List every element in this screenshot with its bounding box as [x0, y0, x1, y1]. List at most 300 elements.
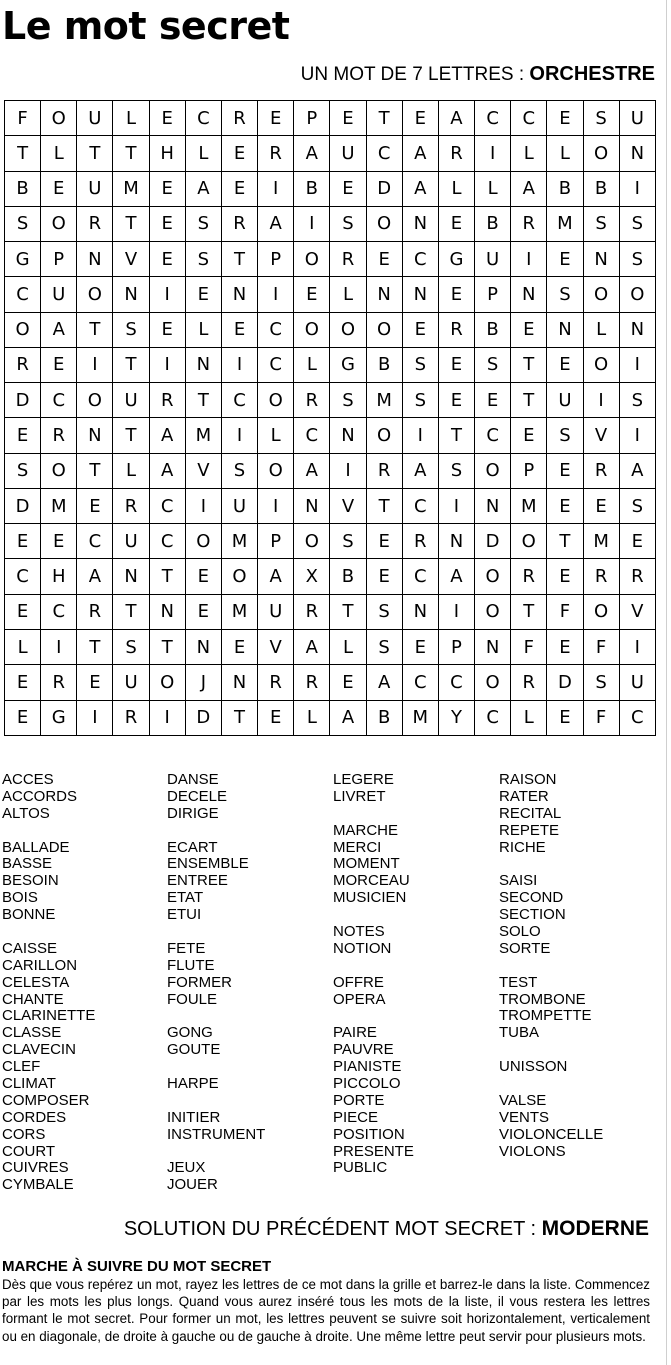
grid-cell[interactable]: U [475, 242, 511, 277]
word-list-item[interactable]: CELESTA [2, 973, 70, 991]
grid-cell[interactable]: M [185, 418, 221, 453]
grid-cell[interactable]: F [583, 629, 619, 664]
grid-cell[interactable]: R [366, 453, 402, 488]
grid-cell[interactable]: V [330, 488, 366, 523]
grid-cell[interactable]: I [149, 347, 185, 382]
grid-cell[interactable]: U [619, 665, 655, 700]
grid-cell[interactable]: V [258, 629, 294, 664]
grid-cell[interactable]: T [77, 629, 113, 664]
word-list-item[interactable]: JOUER [167, 1176, 218, 1194]
grid-cell[interactable]: F [5, 101, 41, 136]
grid-cell[interactable]: Y [438, 700, 474, 735]
grid-cell[interactable]: S [475, 347, 511, 382]
grid-cell[interactable]: E [547, 242, 583, 277]
grid-cell[interactable]: R [221, 101, 257, 136]
grid-cell[interactable]: T [221, 242, 257, 277]
grid-cell[interactable]: C [41, 383, 77, 418]
grid-cell[interactable]: T [5, 136, 41, 171]
grid-cell[interactable]: T [366, 101, 402, 136]
word-list-item[interactable]: FLUTE [167, 956, 215, 974]
grid-cell[interactable]: D [185, 700, 221, 735]
word-list-item[interactable]: CLAVECIN [2, 1041, 76, 1059]
grid-cell[interactable]: C [619, 700, 655, 735]
word-list-item[interactable]: NOTION [333, 939, 392, 957]
word-list-item[interactable]: BALLADE [2, 838, 70, 856]
word-list-item[interactable]: RATER [499, 787, 549, 805]
grid-cell[interactable]: L [438, 171, 474, 206]
grid-cell[interactable]: M [41, 488, 77, 523]
grid-cell[interactable]: N [619, 312, 655, 347]
grid-cell[interactable]: L [475, 171, 511, 206]
grid-cell[interactable]: S [583, 665, 619, 700]
word-list-item[interactable]: RECITAL [499, 804, 562, 822]
grid-cell[interactable]: O [41, 101, 77, 136]
grid-cell[interactable]: R [511, 665, 547, 700]
word-list-item[interactable]: FORMER [167, 973, 232, 991]
grid-cell[interactable]: C [221, 383, 257, 418]
word-list-item[interactable]: RAISON [499, 771, 557, 788]
grid-cell[interactable]: S [221, 453, 257, 488]
grid-cell[interactable]: E [41, 524, 77, 559]
word-list-item[interactable]: BASSE [2, 855, 53, 873]
grid-cell[interactable]: C [511, 101, 547, 136]
grid-cell[interactable]: E [221, 629, 257, 664]
word-list-item[interactable]: CAISSE [2, 939, 58, 957]
word-list-item[interactable]: LEGERE [333, 771, 394, 788]
grid-cell[interactable]: O [583, 347, 619, 382]
grid-cell[interactable]: L [511, 136, 547, 171]
grid-cell[interactable]: T [77, 312, 113, 347]
grid-cell[interactable]: A [41, 312, 77, 347]
grid-cell[interactable]: P [294, 101, 330, 136]
grid-cell[interactable]: I [619, 347, 655, 382]
grid-cell[interactable]: E [547, 453, 583, 488]
word-list-item[interactable]: MORCEAU [333, 872, 410, 890]
grid-cell[interactable]: E [149, 206, 185, 241]
word-list-item[interactable]: INSTRUMENT [167, 1125, 266, 1143]
grid-cell[interactable]: V [113, 242, 149, 277]
grid-cell[interactable]: M [221, 594, 257, 629]
grid-cell[interactable]: I [475, 136, 511, 171]
grid-cell[interactable]: A [77, 559, 113, 594]
grid-cell[interactable]: C [402, 242, 438, 277]
grid-cell[interactable]: T [547, 524, 583, 559]
word-list-item[interactable]: PUBLIC [333, 1159, 388, 1177]
grid-cell[interactable]: N [185, 629, 221, 664]
grid-cell[interactable]: C [402, 559, 438, 594]
grid-cell[interactable]: I [185, 488, 221, 523]
grid-cell[interactable]: V [619, 594, 655, 629]
grid-cell[interactable]: C [77, 524, 113, 559]
grid-cell[interactable]: R [583, 559, 619, 594]
grid-cell[interactable]: B [547, 171, 583, 206]
grid-cell[interactable]: O [5, 312, 41, 347]
grid-cell[interactable]: R [294, 594, 330, 629]
word-list-item[interactable]: SORTE [499, 939, 551, 957]
grid-cell[interactable]: O [330, 312, 366, 347]
grid-cell[interactable]: O [366, 312, 402, 347]
grid-cell[interactable]: O [77, 383, 113, 418]
grid-cell[interactable]: C [475, 418, 511, 453]
grid-cell[interactable]: E [185, 559, 221, 594]
word-list-item[interactable]: CORDES [2, 1108, 67, 1126]
grid-cell[interactable]: S [619, 488, 655, 523]
grid-cell[interactable]: O [294, 312, 330, 347]
grid-cell[interactable]: O [41, 453, 77, 488]
grid-cell[interactable]: I [438, 594, 474, 629]
grid-cell[interactable]: E [5, 524, 41, 559]
grid-cell[interactable]: B [5, 171, 41, 206]
grid-cell[interactable]: L [547, 136, 583, 171]
grid-cell[interactable]: E [149, 242, 185, 277]
grid-cell[interactable]: C [475, 700, 511, 735]
grid-cell[interactable]: E [5, 594, 41, 629]
word-list-item[interactable]: OFFRE [333, 973, 384, 991]
word-list-item[interactable]: BOIS [2, 889, 38, 907]
grid-cell[interactable]: F [511, 629, 547, 664]
grid-cell[interactable]: R [258, 136, 294, 171]
grid-cell[interactable]: E [221, 312, 257, 347]
grid-cell[interactable]: T [511, 383, 547, 418]
word-list-item[interactable]: UNISSON [499, 1058, 568, 1076]
grid-cell[interactable]: E [5, 418, 41, 453]
word-list-item[interactable]: CARILLON [2, 956, 78, 974]
grid-cell[interactable]: S [547, 418, 583, 453]
grid-cell[interactable]: O [511, 524, 547, 559]
grid-cell[interactable]: A [366, 665, 402, 700]
grid-cell[interactable]: T [113, 418, 149, 453]
grid-cell[interactable]: O [221, 559, 257, 594]
grid-cell[interactable]: C [475, 101, 511, 136]
grid-cell[interactable]: O [583, 136, 619, 171]
grid-cell[interactable]: S [366, 594, 402, 629]
grid-cell[interactable]: R [402, 524, 438, 559]
grid-cell[interactable]: T [77, 136, 113, 171]
grid-cell[interactable]: T [366, 488, 402, 523]
grid-cell[interactable]: S [438, 453, 474, 488]
word-list-item[interactable]: PORTE [333, 1091, 385, 1109]
grid-cell[interactable]: F [547, 594, 583, 629]
word-list-item[interactable]: TUBA [499, 1024, 540, 1042]
grid-cell[interactable]: E [402, 101, 438, 136]
grid-cell[interactable]: M [113, 171, 149, 206]
grid-cell[interactable]: C [258, 312, 294, 347]
grid-cell[interactable]: A [258, 559, 294, 594]
word-list-item[interactable]: ETUI [167, 906, 202, 924]
grid-cell[interactable]: E [583, 488, 619, 523]
grid-cell[interactable]: E [547, 629, 583, 664]
grid-cell[interactable]: E [294, 277, 330, 312]
grid-cell[interactable]: T [113, 206, 149, 241]
grid-cell[interactable]: E [402, 629, 438, 664]
grid-cell[interactable]: U [547, 383, 583, 418]
grid-cell[interactable]: N [475, 629, 511, 664]
grid-cell[interactable]: L [330, 629, 366, 664]
grid-cell[interactable]: S [185, 206, 221, 241]
grid-cell[interactable]: C [5, 277, 41, 312]
grid-cell[interactable]: A [402, 171, 438, 206]
grid-cell[interactable]: A [619, 453, 655, 488]
grid-cell[interactable]: E [5, 700, 41, 735]
grid-cell[interactable]: E [438, 206, 474, 241]
grid-cell[interactable]: P [41, 242, 77, 277]
grid-cell[interactable]: E [330, 171, 366, 206]
grid-cell[interactable]: E [366, 524, 402, 559]
grid-cell[interactable]: T [149, 629, 185, 664]
grid-cell[interactable]: D [5, 383, 41, 418]
word-list-item[interactable]: NOTES [333, 923, 385, 941]
grid-cell[interactable]: E [438, 347, 474, 382]
grid-cell[interactable]: R [221, 206, 257, 241]
grid-cell[interactable]: O [619, 277, 655, 312]
grid-cell[interactable]: L [5, 629, 41, 664]
word-list-item[interactable]: DECELE [167, 787, 228, 805]
grid-cell[interactable]: E [77, 665, 113, 700]
grid-cell[interactable]: F [583, 700, 619, 735]
grid-cell[interactable]: E [475, 383, 511, 418]
grid-cell[interactable]: N [185, 347, 221, 382]
grid-cell[interactable]: U [221, 488, 257, 523]
grid-cell[interactable]: B [475, 312, 511, 347]
grid-cell[interactable]: R [511, 206, 547, 241]
grid-cell[interactable]: H [41, 559, 77, 594]
grid-cell[interactable]: T [113, 347, 149, 382]
word-list-item[interactable]: MOMENT [333, 855, 400, 873]
grid-cell[interactable]: R [258, 665, 294, 700]
grid-cell[interactable]: E [149, 312, 185, 347]
grid-cell[interactable]: S [583, 101, 619, 136]
word-list-item[interactable]: OPERA [333, 990, 386, 1008]
grid-cell[interactable]: U [258, 594, 294, 629]
grid-cell[interactable]: U [41, 277, 77, 312]
word-list-item[interactable]: POSITION [333, 1125, 405, 1143]
grid-cell[interactable]: I [619, 418, 655, 453]
word-list-item[interactable]: PICCOLO [333, 1075, 401, 1093]
grid-cell[interactable]: E [547, 101, 583, 136]
grid-cell[interactable]: A [438, 559, 474, 594]
word-list-item[interactable]: FOULE [167, 990, 218, 1008]
grid-cell[interactable]: E [221, 171, 257, 206]
grid-cell[interactable]: C [438, 665, 474, 700]
word-list-item[interactable]: DANSE [167, 771, 219, 788]
word-list-item[interactable]: GONG [167, 1024, 213, 1042]
grid-cell[interactable]: E [547, 488, 583, 523]
grid-cell[interactable]: U [113, 524, 149, 559]
grid-cell[interactable]: I [330, 453, 366, 488]
word-list-item[interactable]: PRESENTE [333, 1142, 414, 1160]
grid-cell[interactable]: S [402, 347, 438, 382]
grid-cell[interactable]: C [294, 418, 330, 453]
grid-cell[interactable]: T [149, 559, 185, 594]
grid-cell[interactable]: B [366, 700, 402, 735]
grid-cell[interactable]: L [113, 101, 149, 136]
word-list-item[interactable]: REPETE [499, 821, 560, 839]
grid-cell[interactable]: B [294, 171, 330, 206]
grid-cell[interactable]: R [294, 665, 330, 700]
grid-cell[interactable]: J [185, 665, 221, 700]
grid-cell[interactable]: N [438, 524, 474, 559]
grid-cell[interactable]: D [547, 665, 583, 700]
grid-cell[interactable]: R [113, 700, 149, 735]
word-list-item[interactable]: ECART [167, 838, 218, 856]
grid-cell[interactable]: T [438, 418, 474, 453]
word-list-item[interactable]: CLEF [2, 1058, 41, 1076]
grid-cell[interactable]: T [113, 594, 149, 629]
grid-cell[interactable]: O [185, 524, 221, 559]
grid-cell[interactable]: R [77, 594, 113, 629]
grid-cell[interactable]: E [185, 277, 221, 312]
grid-cell[interactable]: N [402, 594, 438, 629]
grid-cell[interactable]: G [5, 242, 41, 277]
word-list-item[interactable]: ACCES [2, 771, 54, 788]
grid-cell[interactable]: N [294, 488, 330, 523]
grid-cell[interactable]: E [330, 101, 366, 136]
word-list-item[interactable]: COMPOSER [2, 1091, 90, 1109]
grid-cell[interactable]: T [185, 383, 221, 418]
grid-cell[interactable]: L [330, 277, 366, 312]
grid-cell[interactable]: D [5, 488, 41, 523]
grid-cell[interactable]: E [185, 594, 221, 629]
word-list-item[interactable]: PIANISTE [333, 1058, 402, 1076]
word-list-item[interactable]: TROMBONE [499, 990, 586, 1008]
word-list-item[interactable]: MUSICIEN [333, 889, 407, 907]
grid-cell[interactable]: E [41, 347, 77, 382]
grid-cell[interactable]: A [402, 453, 438, 488]
word-list-item[interactable]: VENTS [499, 1108, 550, 1126]
grid-cell[interactable]: E [149, 101, 185, 136]
grid-cell[interactable]: R [41, 418, 77, 453]
grid-cell[interactable]: R [113, 488, 149, 523]
grid-cell[interactable]: C [185, 101, 221, 136]
grid-cell[interactable]: C [258, 347, 294, 382]
grid-cell[interactable]: O [294, 242, 330, 277]
grid-cell[interactable]: S [330, 206, 366, 241]
grid-cell[interactable]: I [583, 383, 619, 418]
grid-cell[interactable]: R [438, 312, 474, 347]
word-list-item[interactable]: PAIRE [333, 1024, 377, 1042]
grid-cell[interactable]: A [149, 418, 185, 453]
grid-cell[interactable]: L [185, 136, 221, 171]
grid-cell[interactable]: E [547, 700, 583, 735]
word-list-item[interactable]: ETAT [167, 889, 204, 907]
grid-cell[interactable]: I [258, 171, 294, 206]
grid-cell[interactable]: N [366, 277, 402, 312]
grid-cell[interactable]: S [366, 629, 402, 664]
grid-cell[interactable]: I [221, 418, 257, 453]
grid-cell[interactable]: I [149, 700, 185, 735]
grid-cell[interactable]: M [221, 524, 257, 559]
grid-cell[interactable]: O [475, 665, 511, 700]
grid-cell[interactable]: A [330, 700, 366, 735]
grid-cell[interactable]: O [41, 206, 77, 241]
grid-cell[interactable]: P [258, 242, 294, 277]
grid-cell[interactable]: I [221, 347, 257, 382]
grid-cell[interactable]: C [5, 559, 41, 594]
grid-cell[interactable]: A [511, 171, 547, 206]
grid-cell[interactable]: R [294, 383, 330, 418]
grid-cell[interactable]: I [77, 700, 113, 735]
grid-cell[interactable]: I [619, 629, 655, 664]
grid-cell[interactable]: S [185, 242, 221, 277]
grid-cell[interactable]: C [366, 136, 402, 171]
grid-cell[interactable]: L [294, 700, 330, 735]
word-list-item[interactable]: CLARINETTE [2, 1007, 96, 1025]
grid-cell[interactable]: A [149, 453, 185, 488]
word-list-item[interactable]: CLIMAT [2, 1075, 56, 1093]
word-list-item[interactable]: MERCI [333, 838, 382, 856]
grid-cell[interactable]: R [330, 242, 366, 277]
grid-cell[interactable]: N [547, 312, 583, 347]
grid-cell[interactable]: A [258, 206, 294, 241]
grid-cell[interactable]: I [294, 206, 330, 241]
grid-cell[interactable]: R [619, 559, 655, 594]
grid-cell[interactable]: I [619, 171, 655, 206]
grid-cell[interactable]: T [511, 594, 547, 629]
grid-cell[interactable]: E [330, 665, 366, 700]
grid-cell[interactable]: R [5, 347, 41, 382]
grid-cell[interactable]: U [77, 101, 113, 136]
grid-cell[interactable]: E [366, 559, 402, 594]
grid-cell[interactable]: U [619, 101, 655, 136]
grid-cell[interactable]: L [113, 453, 149, 488]
grid-cell[interactable]: G [41, 700, 77, 735]
grid-cell[interactable]: O [475, 559, 511, 594]
word-list-item[interactable]: SOLO [499, 923, 541, 941]
grid-cell[interactable]: E [149, 171, 185, 206]
grid-cell[interactable]: T [511, 347, 547, 382]
grid-cell[interactable]: S [113, 312, 149, 347]
word-list-item[interactable]: PAUVRE [333, 1041, 394, 1059]
grid-cell[interactable]: A [294, 453, 330, 488]
grid-cell[interactable]: L [294, 347, 330, 382]
grid-cell[interactable]: V [185, 453, 221, 488]
word-list-item[interactable]: CUIVRES [2, 1159, 69, 1177]
grid-cell[interactable]: T [77, 453, 113, 488]
grid-cell[interactable]: A [294, 136, 330, 171]
word-list-item[interactable]: BONNE [2, 906, 56, 924]
grid-cell[interactable]: S [330, 383, 366, 418]
grid-cell[interactable]: S [113, 629, 149, 664]
grid-cell[interactable]: B [330, 559, 366, 594]
grid-cell[interactable]: E [402, 312, 438, 347]
grid-cell[interactable]: A [438, 101, 474, 136]
word-list-item[interactable]: CLASSE [2, 1024, 62, 1042]
grid-cell[interactable]: O [294, 524, 330, 559]
grid-cell[interactable]: O [583, 277, 619, 312]
grid-cell[interactable]: E [511, 312, 547, 347]
word-list-item[interactable]: CYMBALE [2, 1176, 74, 1194]
grid-cell[interactable]: M [511, 488, 547, 523]
grid-cell[interactable]: L [41, 136, 77, 171]
grid-cell[interactable]: L [583, 312, 619, 347]
word-list-item[interactable]: INITIER [167, 1108, 221, 1126]
word-list-item[interactable]: COURT [2, 1142, 56, 1160]
grid-cell[interactable]: N [149, 594, 185, 629]
grid-cell[interactable]: S [619, 242, 655, 277]
grid-cell[interactable]: I [258, 488, 294, 523]
grid-cell[interactable]: E [258, 101, 294, 136]
grid-cell[interactable]: U [77, 171, 113, 206]
grid-cell[interactable]: E [511, 418, 547, 453]
grid-cell[interactable]: E [366, 242, 402, 277]
grid-cell[interactable]: G [330, 347, 366, 382]
grid-cell[interactable]: P [438, 629, 474, 664]
grid-cell[interactable]: N [77, 242, 113, 277]
grid-cell[interactable]: I [258, 277, 294, 312]
grid-cell[interactable]: I [41, 629, 77, 664]
grid-cell[interactable]: T [221, 700, 257, 735]
grid-cell[interactable]: R [438, 136, 474, 171]
